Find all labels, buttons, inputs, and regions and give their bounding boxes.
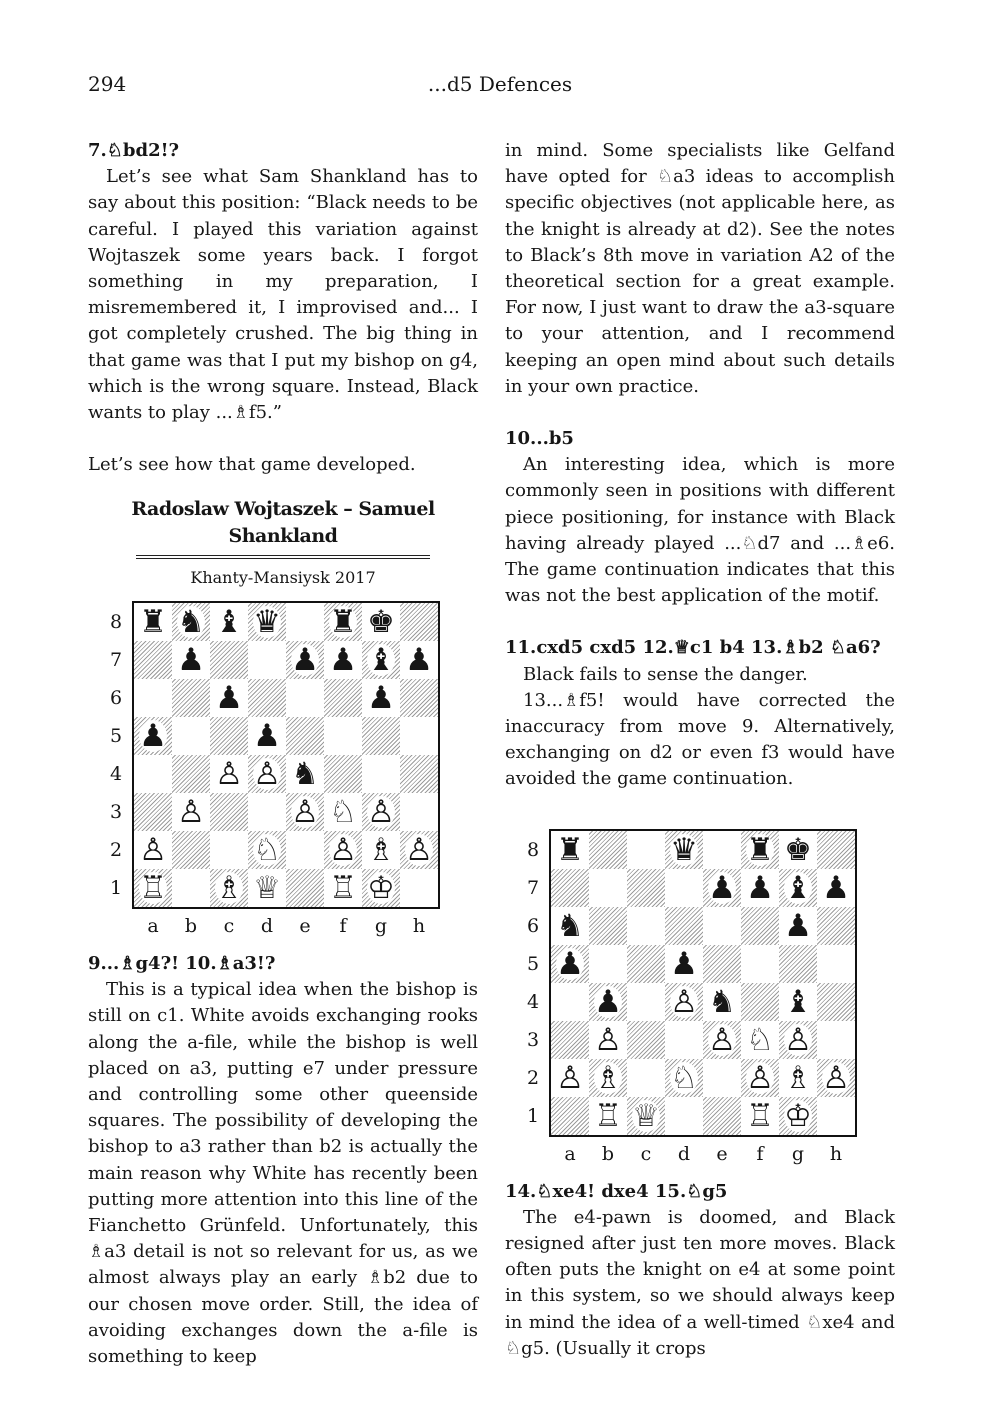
board-square: [665, 869, 703, 907]
board-square: [362, 831, 400, 869]
chess-piece: ♛: [670, 831, 698, 868]
right-column: [505, 138, 895, 1362]
board-square: [210, 793, 248, 831]
board-square: [665, 907, 703, 945]
board-square: [817, 1059, 855, 1097]
rank-label: 5: [526, 952, 540, 975]
board-square: [589, 1059, 627, 1097]
board-square: [741, 869, 779, 907]
board-square: [286, 793, 324, 831]
chess-piece: ♞: [708, 983, 736, 1020]
chess-piece: ♞: [556, 907, 584, 944]
board-square: [248, 831, 286, 869]
chess-board: [549, 829, 857, 1137]
file-label: d: [260, 915, 274, 938]
move-heading: 11.cxd5 cxd5 12.♕c1 b4 13.♗b2 ♘a6?: [505, 637, 881, 659]
running-head: ...d5 Defences: [427, 72, 573, 96]
board-square: [286, 603, 324, 641]
board-square: [172, 603, 210, 641]
board-square: [362, 869, 400, 907]
board-square: [172, 717, 210, 755]
file-label: g: [791, 1142, 805, 1165]
chess-piece: ♜: [329, 604, 357, 641]
board-square: [248, 603, 286, 641]
board-square: [779, 1097, 817, 1135]
chess-piece: ♜: [139, 604, 167, 641]
board-square: [589, 1021, 627, 1059]
paragraph: in mind. Some specialists like Gelfand have opted for ♘a3 ideas to accomplish specific objectives (not applicable here, as the knight is already at d2). See the notes to Black’s 8th move in variation A2 of the theoretical section for a great example. For now, I just want to draw the a3-square to your attention, and I recommend keeping an open mind about such details in your own practice.: [505, 140, 895, 397]
page-number: 294: [88, 72, 127, 96]
board-square: [741, 1059, 779, 1097]
chess-piece: ♟: [367, 680, 395, 717]
chess-piece: ♟: [139, 718, 167, 755]
rank-label: 8: [526, 838, 540, 861]
chess-piece: ♚: [784, 831, 812, 868]
paragraph: Let’s see how that game developed.: [88, 454, 416, 476]
board-square: [400, 641, 438, 679]
board-square: [589, 869, 627, 907]
chess-piece: ♟: [822, 869, 850, 906]
board-square: [551, 907, 589, 945]
board-square: [627, 945, 665, 983]
file-label: c: [223, 915, 235, 938]
board-square: [172, 831, 210, 869]
board-square: [248, 679, 286, 717]
rank-label: 6: [526, 914, 540, 937]
board-square: [627, 983, 665, 1021]
board-square: [400, 831, 438, 869]
rank-label: 1: [109, 877, 123, 900]
game-players: Radoslaw Wojtaszek – Samuel Shankland: [131, 498, 435, 547]
chess-piece: ♛: [253, 604, 281, 641]
file-label: h: [829, 1142, 843, 1165]
paragraph: The e4-pawn is doomed, and Black resigned after just ten more moves. Black often puts the knight on e4 at some point in this system, so we should always keep in mind the idea of a well-timed ♘xe4 and ♘g5. (Usually it crops: [505, 1206, 895, 1359]
chess-piece: ♚: [367, 604, 395, 641]
board-square: [589, 831, 627, 869]
chess-piece: ♟: [670, 945, 698, 982]
rank-label: 3: [109, 801, 123, 824]
chess-piece: ♙: [822, 1059, 850, 1096]
chess-piece: ♗: [215, 870, 243, 907]
chess-piece: ♙: [215, 756, 243, 793]
board-square: [551, 869, 589, 907]
board-square: [627, 869, 665, 907]
file-label: f: [756, 1142, 764, 1165]
board-square: [703, 1021, 741, 1059]
board-square: [703, 983, 741, 1021]
board-square: [589, 983, 627, 1021]
chess-piece: ♘: [746, 1021, 774, 1058]
board-square: [210, 679, 248, 717]
board-square: [817, 831, 855, 869]
board-square: [817, 907, 855, 945]
board-square: [286, 641, 324, 679]
move-heading: 14.♘xe4! dxe4 15.♘g5: [505, 1180, 728, 1202]
board-square: [779, 1059, 817, 1097]
rank-label: 1: [526, 1104, 540, 1127]
chess-piece: ♗: [784, 1059, 812, 1096]
board-square: [779, 983, 817, 1021]
board-square: [817, 869, 855, 907]
board-square: [400, 603, 438, 641]
chess-piece: ♔: [367, 870, 395, 907]
chess-piece: ♘: [670, 1059, 698, 1096]
board-square: [286, 755, 324, 793]
chess-piece: ♖: [594, 1097, 622, 1134]
file-label: e: [716, 1142, 728, 1165]
board-square: [286, 679, 324, 717]
board-square: [551, 983, 589, 1021]
board-square: [400, 793, 438, 831]
chess-diagram: [88, 601, 433, 951]
board-square: [703, 1097, 741, 1135]
move-heading: 10...b5: [505, 428, 574, 450]
paragraph: 13...♗f5! would have corrected the inaccuracy from move 9. Alternatively, exchanging on d2 or even f3 would have avoided the game continuation.: [505, 689, 895, 790]
board-square: [210, 603, 248, 641]
board-square: [172, 641, 210, 679]
board-square: [400, 717, 438, 755]
chess-piece: ♙: [556, 1059, 584, 1096]
chess-piece: ♟: [329, 642, 357, 679]
board-square: [172, 869, 210, 907]
chess-piece: ♙: [405, 832, 433, 869]
board-square: [817, 1097, 855, 1135]
board-square: [779, 1021, 817, 1059]
board-square: [134, 641, 172, 679]
chess-piece: ♙: [253, 756, 281, 793]
chess-piece: ♕: [632, 1097, 660, 1134]
board-square: [134, 679, 172, 717]
board-square: [551, 945, 589, 983]
paragraph: Black fails to sense the danger.: [523, 663, 808, 685]
file-label: b: [601, 1142, 615, 1165]
chess-piece: ♝: [784, 983, 812, 1020]
chess-piece: ♜: [746, 831, 774, 868]
chess-piece: ♖: [746, 1097, 774, 1134]
paragraph: This is a typical idea when the bishop is still on c1. White avoids exchanging rooks along the a-file, while the bishop is well placed on a3, putting e7 under pressure and controlling some other queenside squares. The possibility of developing the bishop to a3 rather than b2 is actually the main reason why White has recently been putting more attention into this line of the Fianchetto Grünfeld. Unfortunately, this ♗a3 detail is not so relevant for us, as we almost always play an early ♗b2 due to our chosen move order. Still, the idea of avoiding exchanges down the a-file is something to keep: [88, 979, 478, 1368]
chess-piece: ♟: [291, 642, 319, 679]
board-square: [627, 1021, 665, 1059]
chess-piece: ♔: [784, 1097, 812, 1134]
chess-piece: ♟: [177, 642, 205, 679]
board-square: [210, 755, 248, 793]
board-square: [703, 831, 741, 869]
board-square: [134, 869, 172, 907]
chess-piece: ♙: [177, 794, 205, 831]
file-label: d: [677, 1142, 691, 1165]
chess-piece: ♝: [784, 869, 812, 906]
chess-piece: ♖: [329, 870, 357, 907]
game-header: [88, 496, 478, 591]
board-square: [665, 945, 703, 983]
rank-label: 7: [109, 649, 123, 672]
board-square: [248, 793, 286, 831]
chess-piece: ♟: [215, 680, 243, 717]
file-label: h: [412, 915, 426, 938]
chess-piece: ♝: [367, 642, 395, 679]
board-square: [362, 641, 400, 679]
board-square: [210, 869, 248, 907]
board-square: [400, 869, 438, 907]
chess-piece: ♕: [253, 870, 281, 907]
board-square: [248, 641, 286, 679]
board-square: [248, 755, 286, 793]
board-square: [134, 831, 172, 869]
rank-label: 7: [526, 876, 540, 899]
board-square: [741, 831, 779, 869]
chess-piece: ♙: [784, 1021, 812, 1058]
rank-label: 2: [526, 1066, 540, 1089]
divider: [136, 558, 430, 559]
chess-piece: ♟: [746, 869, 774, 906]
board-square: [817, 983, 855, 1021]
board-square: [665, 831, 703, 869]
board-square: [665, 1021, 703, 1059]
chess-piece: ♙: [367, 794, 395, 831]
board-square: [627, 1059, 665, 1097]
game-event: Khanty-Mansiysk 2017: [190, 567, 376, 587]
rank-label: 5: [109, 725, 123, 748]
board-square: [324, 869, 362, 907]
divider: [136, 555, 430, 556]
board-square: [741, 945, 779, 983]
chess-piece: ♟: [784, 907, 812, 944]
board-square: [210, 831, 248, 869]
board-square: [134, 717, 172, 755]
chess-piece: ♘: [253, 832, 281, 869]
rank-label: 4: [526, 990, 540, 1013]
board-square: [286, 831, 324, 869]
board-square: [324, 793, 362, 831]
board-square: [286, 717, 324, 755]
board-square: [400, 755, 438, 793]
rank-label: 2: [109, 839, 123, 862]
chess-piece: ♙: [708, 1021, 736, 1058]
chess-piece: ♟: [594, 983, 622, 1020]
file-label: e: [299, 915, 311, 938]
chess-piece: ♙: [746, 1059, 774, 1096]
board-square: [172, 793, 210, 831]
board-square: [362, 793, 400, 831]
board-square: [703, 945, 741, 983]
chess-piece: ♘: [329, 794, 357, 831]
board-square: [779, 907, 817, 945]
board-square: [741, 907, 779, 945]
move-heading: 7.♘bd2!?: [88, 140, 180, 161]
board-square: [627, 907, 665, 945]
board-square: [589, 945, 627, 983]
board-square: [324, 717, 362, 755]
chess-piece: ♗: [594, 1059, 622, 1096]
chess-piece: ♙: [139, 832, 167, 869]
chess-piece: ♟: [405, 642, 433, 679]
board-square: [551, 1097, 589, 1135]
board-square: [324, 755, 362, 793]
board-square: [324, 603, 362, 641]
board-square: [703, 869, 741, 907]
board-square: [779, 945, 817, 983]
board-square: [134, 793, 172, 831]
board-square: [210, 641, 248, 679]
board-square: [627, 831, 665, 869]
chess-piece: ♟: [556, 945, 584, 982]
board-square: [210, 717, 248, 755]
board-square: [172, 679, 210, 717]
board-square: [362, 755, 400, 793]
board-square: [817, 945, 855, 983]
chess-piece: ♞: [177, 604, 205, 641]
board-square: [703, 1059, 741, 1097]
file-label: g: [374, 915, 388, 938]
board-square: [817, 1021, 855, 1059]
chess-piece: ♙: [594, 1021, 622, 1058]
board-square: [172, 755, 210, 793]
board-square: [248, 717, 286, 755]
file-label: b: [184, 915, 198, 938]
board-square: [627, 1097, 665, 1135]
chess-piece: ♙: [329, 832, 357, 869]
chess-diagram: [505, 829, 850, 1179]
rank-label: 8: [109, 611, 123, 634]
move-heading: 9...♗g4?! 10.♗a3!?: [88, 953, 276, 975]
board-square: [665, 983, 703, 1021]
chess-piece: ♖: [139, 870, 167, 907]
file-label: a: [564, 1142, 576, 1165]
board-square: [665, 1097, 703, 1135]
left-column: [88, 138, 478, 1370]
board-square: [362, 679, 400, 717]
board-square: [741, 1097, 779, 1135]
chess-piece: ♜: [556, 831, 584, 868]
board-square: [779, 831, 817, 869]
rank-label: 4: [109, 763, 123, 786]
paragraph: Let’s see what Sam Shankland has to say about this position: “Black needs to be careful. I played this variation against Wojtaszek some years back. I forgot something in my preparation, I misremembered it, I improvised and... I got completely crushed. The big thing in that game was that I put my bishop on g4, which is the wrong square. Instead, Black wants to play ...♗f5.”: [88, 166, 478, 424]
board-square: [551, 1059, 589, 1097]
chess-piece: ♙: [670, 983, 698, 1020]
chess-board: [132, 601, 440, 909]
board-square: [400, 679, 438, 717]
board-square: [134, 755, 172, 793]
board-square: [665, 1059, 703, 1097]
board-square: [286, 869, 324, 907]
board-square: [324, 679, 362, 717]
board-square: [551, 1021, 589, 1059]
file-label: f: [339, 915, 347, 938]
chess-piece: ♝: [215, 604, 243, 641]
board-square: [248, 869, 286, 907]
board-square: [551, 831, 589, 869]
board-square: [703, 907, 741, 945]
board-square: [362, 603, 400, 641]
chess-piece: ♞: [291, 756, 319, 793]
rank-label: 3: [526, 1028, 540, 1051]
chess-piece: ♟: [253, 718, 281, 755]
board-square: [134, 603, 172, 641]
board-square: [589, 907, 627, 945]
board-square: [779, 869, 817, 907]
chess-piece: ♗: [367, 832, 395, 869]
chess-piece: ♟: [708, 869, 736, 906]
board-square: [589, 1097, 627, 1135]
paragraph: An interesting idea, which is more commonly seen in positions with different piece positioning, for instance with Black having already played ...♘d7 and ...♗e6. The game continuation indicates that this was not the best application of the motif.: [505, 454, 895, 607]
file-label: a: [147, 915, 159, 938]
board-square: [741, 983, 779, 1021]
rank-label: 6: [109, 687, 123, 710]
board-square: [362, 717, 400, 755]
board-square: [324, 641, 362, 679]
chess-piece: ♙: [291, 794, 319, 831]
file-label: c: [640, 1142, 652, 1165]
board-square: [741, 1021, 779, 1059]
board-square: [324, 831, 362, 869]
